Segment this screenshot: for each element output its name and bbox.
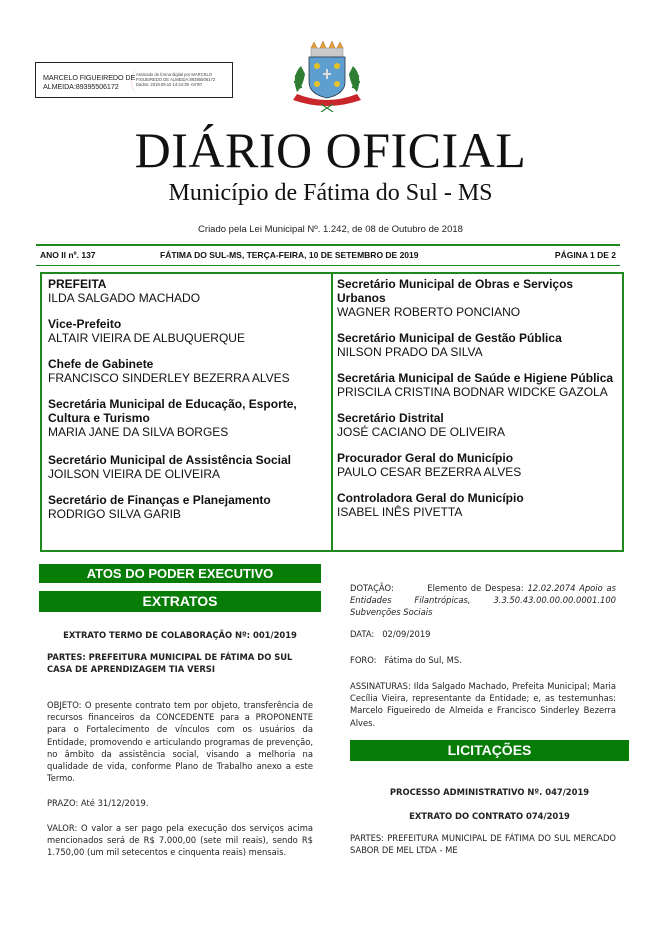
roster-right-column <box>337 277 619 531</box>
roster-entry: Secretária Municipal de Saúde e Higiene Pública PRISCILA CRISTINA BODNAR WIDCKE GAZOLA <box>337 371 614 399</box>
extrato-valor: VALOR: O valor a ser pago pela execução dos serviços acima mencionados será de R$ 7.000,00 (sete mil reais), sendo R$ 1.750,00 (um mil setecentos e cinquenta reais) mensais. <box>47 823 313 858</box>
place-and-date: FÁTIMA DO SUL-MS, TERÇA-FEIRA, 10 DE SETEMBRO DE 2019 <box>160 250 419 260</box>
roster-left-column <box>48 277 328 533</box>
digital-signature-stamp <box>35 62 233 98</box>
administration-roster <box>40 272 624 552</box>
licitacao-partes: PARTES: PREFEITURA MUNICIPAL DE FÁTIMA DO SUL MERCADO SABOR DE MEL LTDA - ME <box>350 833 616 856</box>
extrato-partes: PARTES: PREFEITURA MUNICIPAL DE FÁTIMA DO SUL CASA DE APRENDIZAGEM TIA VERSI <box>47 652 293 675</box>
header-rule-bottom <box>36 265 620 266</box>
roster-entry: Secretário Municipal de Assistência Social JOILSON VIEIRA DE OLIVEIRA <box>48 453 291 481</box>
roster-entry: PREFEITA ILDA SALGADO MACHADO <box>48 277 201 305</box>
roster-entry: Controladora Geral do Município ISABEL INÊS PIVETTA <box>337 491 524 519</box>
signer-name: MARCELO FIGUEIREDO DE ALMEIDA:89395506172 <box>43 73 136 91</box>
signature-details: Assinado de forma digital por MARCELO FIGUEIREDO DE ALMEIDA:89395506172 Dados: 2019.09.10 14:44:39 -04'00' <box>136 72 216 87</box>
municipality-subtitle: Município de Fátima do Sul - MS <box>168 180 493 206</box>
roster-entry: Secretário Distrital JOSÉ CACIANO DE OLIVEIRA <box>337 411 506 439</box>
extrato-heading: EXTRATO TERMO DE COLABORAÇÃO Nº: 001/2019 <box>63 630 297 640</box>
extrato-dotacao: DOTAÇÃO: Elemento de Despesa: 12.02.2074 Apoio as Entidades Filantrópicas, 3.3.50.43.00.00.00.0001.100 Subvenções Sociais <box>350 583 616 618</box>
header-rule-top <box>36 244 620 246</box>
extrato-prazo: PRAZO: Até 31/12/2019. <box>47 798 149 808</box>
roster-entry: Secretário Municipal de Gestão Pública NILSON PRADO DA SILVA <box>337 331 562 359</box>
roster-divider <box>331 274 333 550</box>
section-header-atos: ATOS DO PODER EXECUTIVO <box>39 564 321 583</box>
newspaper-title: DIÁRIO OFICIAL <box>134 122 527 178</box>
roster-entry: Secretária Municipal de Educação, Esporte, Cultura e Turismo MARIA JANE DA SILVA BORGES <box>48 397 297 439</box>
municipal-coat-of-arms-icon <box>287 36 367 112</box>
extrato-objeto: OBJETO: O presente contrato tem por objeto, transferência de recursos financeiros da CONCEDENTE para a PROPONENTE para o Fortalecimento de vínculos com os usuários da Entidade, promovendo e articulando programas de prevenção, no âmbito da assistência social, visando a melhoria na qualidade de vida, conforme Plano de Trabalho anexo a este Termo. <box>47 700 313 784</box>
licitacao-processo: PROCESSO ADMINISTRATIVO Nº. 047/2019 <box>389 787 590 797</box>
extrato-foro: FORO: Fátima do Sul, MS. <box>350 655 462 665</box>
roster-entry: Secretário de Finanças e Planejamento RODRIGO SILVA GARIB <box>48 493 271 521</box>
edition-info-row <box>36 250 620 262</box>
extrato-assinaturas: ASSINATURAS: Ilda Salgado Machado, Prefeita Municipal; Maria Cecília Vieira, representante da Entidade; e, as testemunhas: Marcelo Figueiredo de Almeida e Francisco Sinderley Bezerra Alves. <box>350 681 616 728</box>
section-header-extratos: EXTRATOS <box>39 591 321 612</box>
licitacao-extrato: EXTRATO DO CONTRATO 074/2019 <box>409 811 570 821</box>
roster-entry: Secretário Municipal de Obras e Serviços Urbanos WAGNER ROBERTO PONCIANO <box>337 277 574 319</box>
edition-number: ANO II nº. 137 <box>40 250 96 260</box>
roster-entry: Chefe de Gabinete FRANCISCO SINDERLEY BEZERRA ALVES <box>48 357 290 385</box>
creation-law-note: Criado pela Lei Municipal Nº. 1.242, de 08 de Outubro de 2018 <box>198 224 463 235</box>
roster-entry: Vice-Prefeito ALTAIR VIEIRA DE ALBUQUERQUE <box>48 317 245 345</box>
section-header-licitacoes: LICITAÇÕES <box>350 740 629 761</box>
roster-entry: Procurador Geral do Município PAULO CESAR BEZERRA ALVES <box>337 451 522 479</box>
extrato-data: DATA: 02/09/2019 <box>350 629 431 639</box>
page-indicator: PÁGINA 1 DE 2 <box>554 250 616 260</box>
